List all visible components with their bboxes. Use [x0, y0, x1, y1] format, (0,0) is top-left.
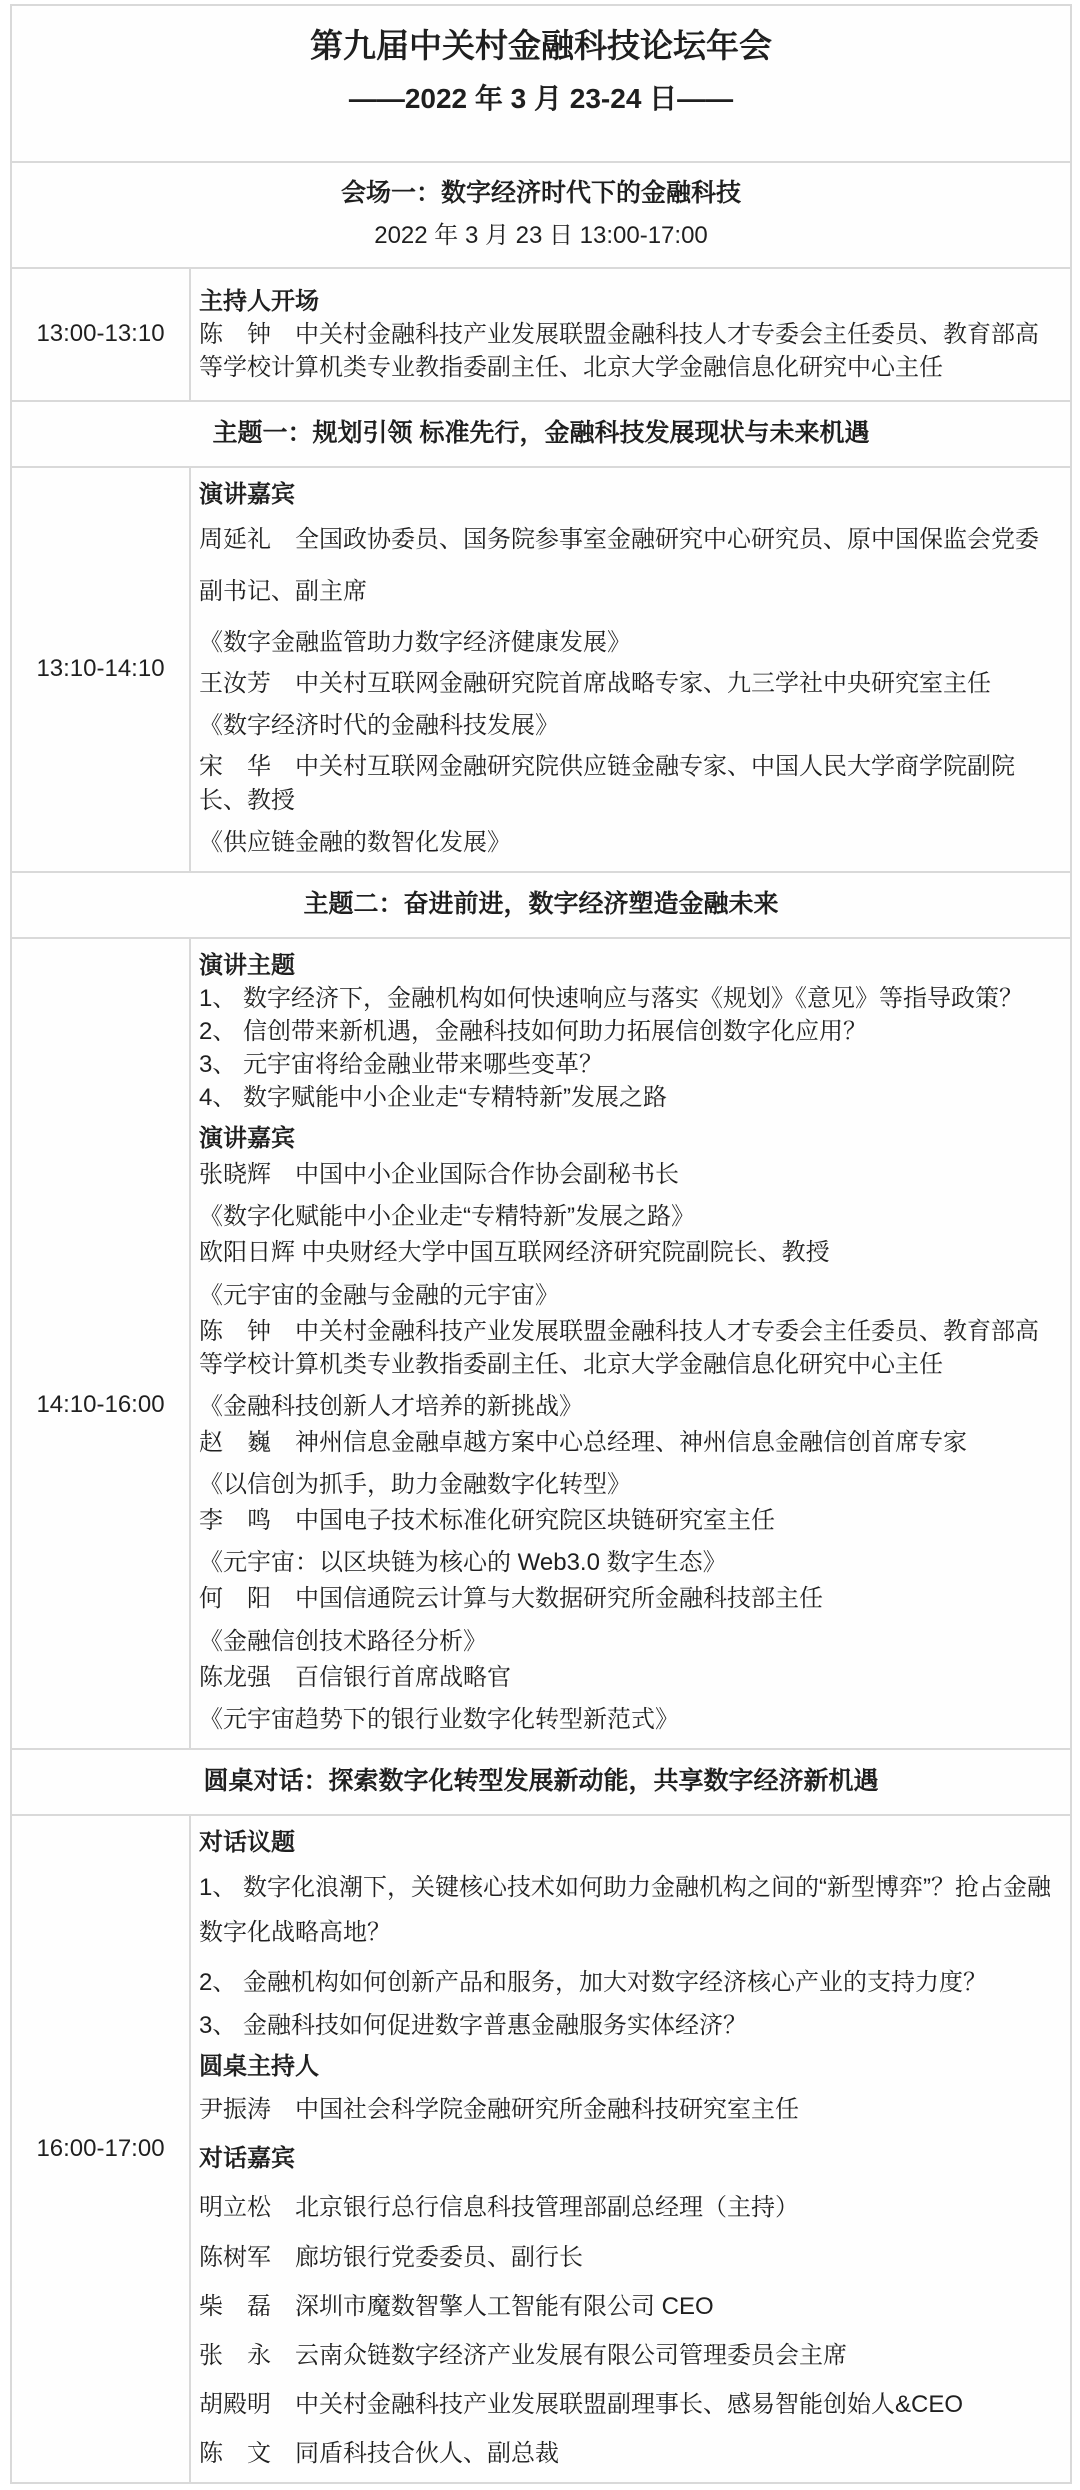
- time-range-theme1: 13:10-14:10: [12, 468, 191, 871]
- guest-line: 陈 文 同盾科技合伙人、副总裁: [199, 2440, 559, 2467]
- roundtable-topics-label: 对话议题: [199, 1828, 295, 1856]
- theme2-topics-label: 演讲主题: [199, 951, 295, 979]
- topic-item: 1、 数字经济下，金融机构如何快速响应与落实《规划》《意见》等指导政策？: [199, 984, 1024, 1012]
- page-title: 第九届中关村金融科技论坛年会: [310, 27, 772, 64]
- roundtable-guests-label: 对话嘉宾: [199, 2145, 295, 2173]
- talk-title: 《数字金融监管助力数字经济健康发展》: [199, 629, 631, 657]
- speaker-line: 张晓辉 中国中小企业国际合作协会副秘书长: [199, 1161, 679, 1189]
- time-range-roundtable: 16:00-17:00: [12, 1816, 191, 2483]
- agenda-document: [10, 4, 1072, 2484]
- talk-title: 《元宇宙趋势下的银行业数字化转型新范式》: [199, 1705, 679, 1733]
- roundtable-content: [191, 1816, 1070, 2483]
- guest-line: 明立松 北京银行总行信息科技管理部副总经理（主持）: [199, 2194, 799, 2222]
- talk-title: 《金融信创技术路径分析》: [199, 1627, 487, 1655]
- theme2-header: 主题二：奋进前进，数字经济塑造金融未来: [12, 871, 1070, 937]
- speaker-line: 王汝芳 中关村互联网金融研究院首席战略专家、九三学社中央研究室主任: [199, 670, 991, 698]
- row-theme1: [12, 466, 1070, 871]
- topic-item: 3、 金融科技如何促进数字普惠金融服务实体经济？: [199, 2012, 748, 2040]
- guest-line: 陈树军 廊坊银行党委委员、副行长: [199, 2243, 583, 2271]
- talk-title: 《数字化赋能中小企业走“专精特新”发展之路》: [199, 1203, 695, 1231]
- opening-host-line: 陈 钟 中关村金融科技产业发展联盟金融科技人才专委会主任委员、教育部高等学校计算机类专业教指委副主任、北京大学金融信息化研究中心主任: [199, 320, 1039, 381]
- row-opening: [12, 267, 1070, 400]
- speaker-line: 赵 巍 神州信息金融卓越方案中心总经理、神州信息金融信创首席专家: [199, 1428, 967, 1456]
- topic-item: 3、 元宇宙将给金融业带来哪些变革？: [199, 1050, 604, 1078]
- guest-line: 胡殿明 中关村金融科技产业发展联盟副理事长、感易智能创始人&CEO: [199, 2390, 964, 2418]
- opening-content: [191, 269, 1070, 400]
- theme2-guests-label: 演讲嘉宾: [199, 1125, 295, 1153]
- topic-item: 2、 金融机构如何创新产品和服务，加大对数字经济核心产业的支持力度？: [199, 1968, 988, 1996]
- row-theme2: [12, 937, 1070, 1748]
- talk-title: 《数字经济时代的金融科技发展》: [199, 712, 559, 740]
- topic-item: 4、 数字赋能中小企业走“专精特新”发展之路: [199, 1084, 667, 1111]
- theme1-guests-label: 演讲嘉宾: [199, 480, 295, 508]
- talk-title: 《元宇宙：以区块链为核心的 Web3.0 数字生态》: [199, 1549, 727, 1577]
- guest-line: 张 永 云南众链数字经济产业发展有限公司管理委员会主席: [199, 2341, 847, 2369]
- title-block: [12, 6, 1070, 161]
- date-subtitle: ——2022 年 3 月 23-24 日——: [348, 82, 734, 114]
- speaker-line: 陈龙强 百信银行首席战略官: [199, 1663, 511, 1691]
- theme2-content: [191, 939, 1070, 1748]
- speaker-line: 陈 钟 中关村金融科技产业发展联盟金融科技人才专委会主任委员、教育部高等学校计算机类专业教指委副主任、北京大学金融信息化研究中心主任: [199, 1317, 1039, 1378]
- venue-datetime: 2022 年 3 月 23 日 13:00-17:00: [374, 222, 708, 250]
- roundtable-header: 圆桌对话：探索数字化转型发展新动能，共享数字经济新机遇: [12, 1748, 1070, 1814]
- topic-item: 1、 数字化浪潮下，关键核心技术如何助力金融机构之间的“新型博弈”？抢占金融数字化战略高地？: [199, 1873, 1051, 1947]
- time-range-theme2: 14:10-16:00: [12, 939, 191, 1748]
- theme1-content: [191, 468, 1070, 871]
- moderator-line: 尹振涛 中国社会科学院金融研究所金融科技研究室主任: [199, 2096, 799, 2124]
- speaker-line: 何 阳 中国信通院云计算与大数据研究所金融科技部主任: [199, 1585, 823, 1613]
- speaker-line: 周延礼 全国政协委员、国务院参事室金融研究中心研究员、原中国保监会党委副书记、副主席: [199, 525, 1039, 605]
- venue-header: [12, 161, 1070, 267]
- opening-label: 主持人开场: [199, 287, 319, 315]
- talk-title: 《供应链金融的数智化发展》: [199, 828, 511, 856]
- guest-line: 柴 磊 深圳市魔数智擎人工智能有限公司 CEO: [199, 2292, 714, 2320]
- row-roundtable: [12, 1814, 1070, 2483]
- theme1-header: 主题一：规划引领 标准先行，金融科技发展现状与未来机遇: [12, 400, 1070, 466]
- speaker-line: 李 鸣 中国电子技术标准化研究院区块链研究室主任: [199, 1507, 775, 1535]
- topic-item: 2、 信创带来新机遇，金融科技如何助力拓展信创数字化应用？: [199, 1017, 868, 1045]
- roundtable-moderator-label: 圆桌主持人: [199, 2053, 319, 2081]
- talk-title: 《元宇宙的金融与金融的元宇宙》: [199, 1281, 559, 1309]
- talk-title: 《金融科技创新人才培养的新挑战》: [199, 1392, 583, 1420]
- time-range-opening: 13:00-13:10: [12, 269, 191, 400]
- talk-title: 《以信创为抓手，助力金融数字化转型》: [199, 1471, 631, 1499]
- venue-title: 会场一：数字经济时代下的金融科技: [340, 178, 741, 207]
- speaker-line: 欧阳日辉 中央财经大学中国互联网经济研究院副院长、教授: [199, 1239, 830, 1267]
- speaker-line: 宋 华 中关村互联网金融研究院供应链金融专家、中国人民大学商学院副院长、教授: [199, 753, 1015, 814]
